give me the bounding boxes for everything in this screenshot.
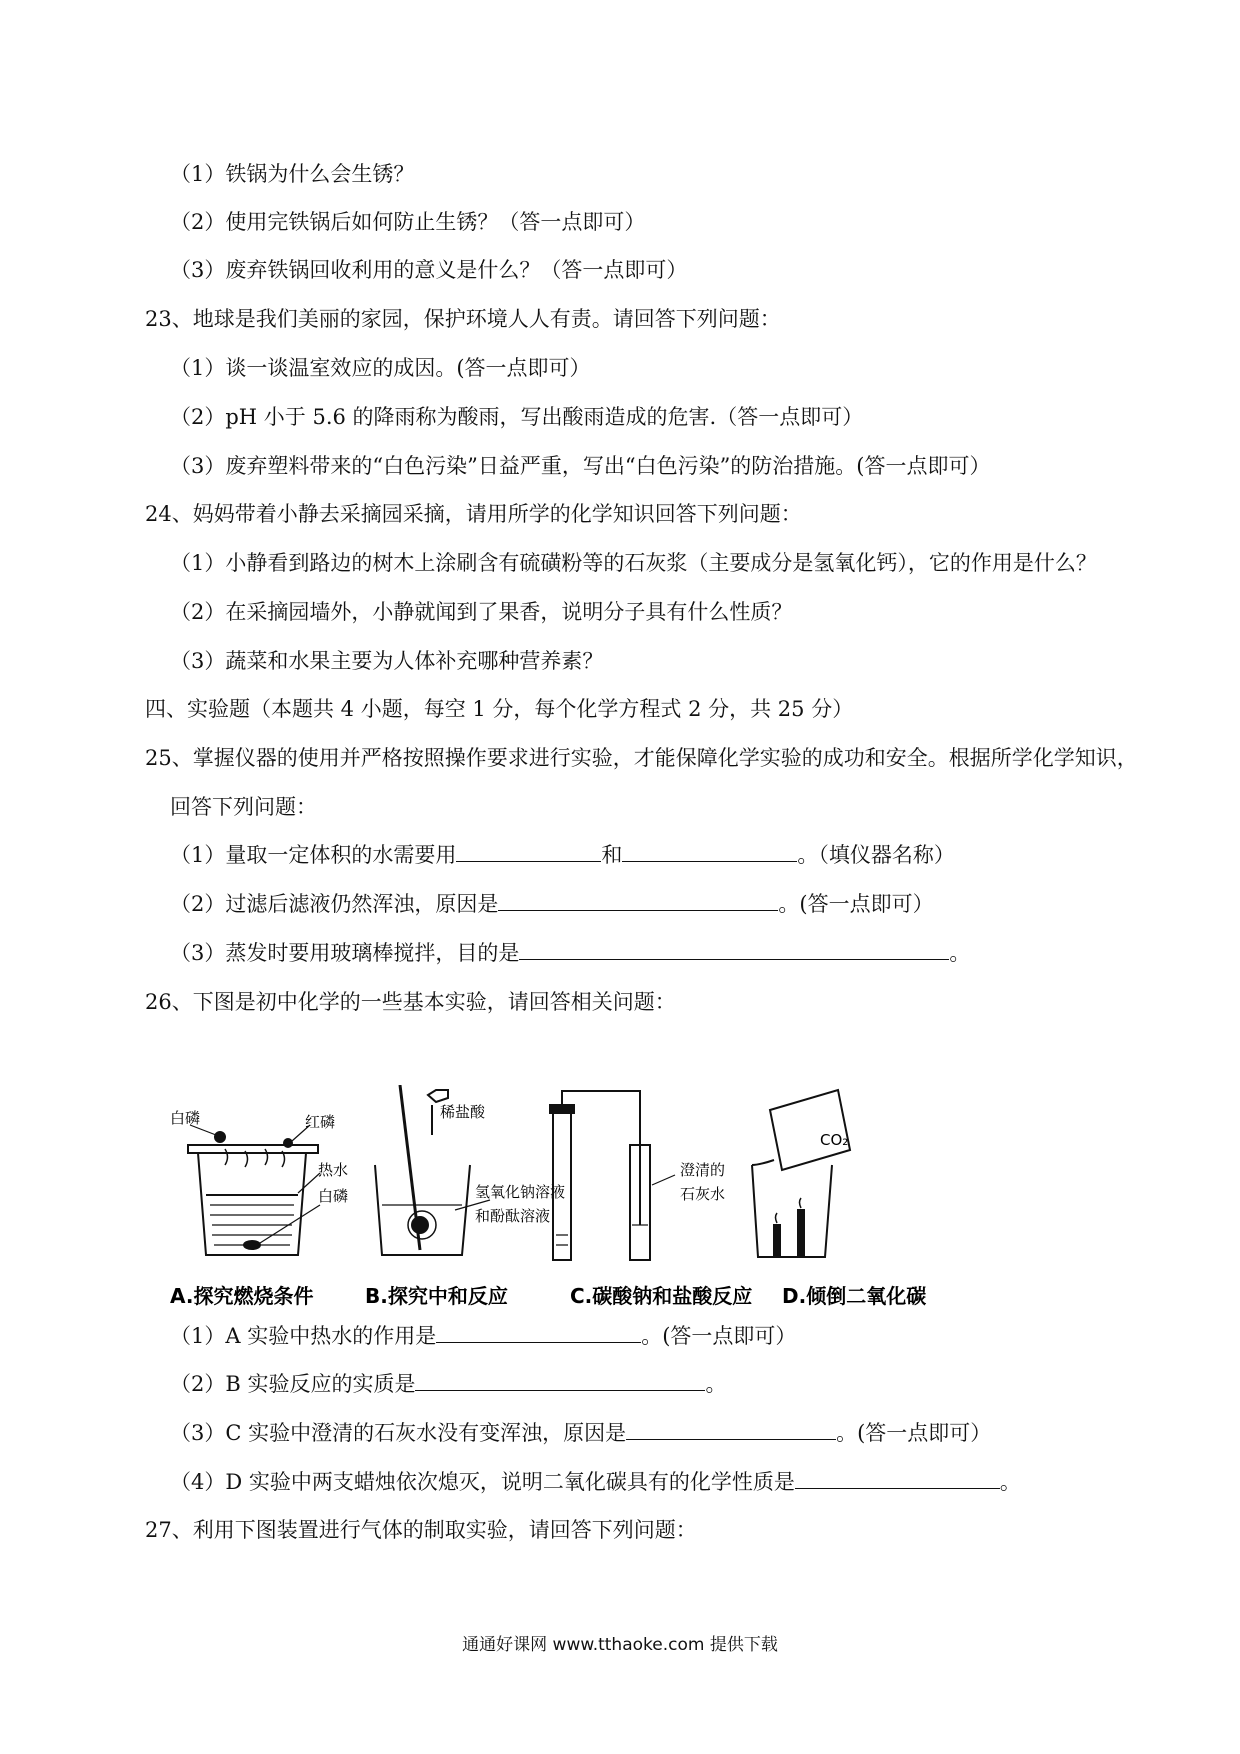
q24-sub-2: （2）在采摘园墙外，小静就闻到了果香，说明分子具有什么性质？ xyxy=(170,600,793,624)
q24-sub-1: （1）小静看到路边的树木上涂刷含有硫磺粉等的石灰浆（主要成分是氢氧化钙），它的作用是什么？ xyxy=(170,551,1097,575)
q26-sub-3-text: （3）C 实验中澄清的石灰水没有变浑浊，原因是 xyxy=(170,1421,627,1445)
q27-stem: 27、利用下图装置进行气体的制取实验，请回答下列问题： xyxy=(145,1518,697,1542)
q26-sub-4-text: （4）D 实验中两支蜡烛依次熄灭，说明二氧化碳具有的化学性质是 xyxy=(170,1470,795,1494)
q25-sub-1 xyxy=(170,841,955,869)
q26-sub-1-text: （1）A 实验中热水的作用是 xyxy=(170,1324,437,1348)
q24-sub-3: （3）蔬菜和水果主要为人体补充哪种营养素？ xyxy=(170,649,604,673)
fig-d-label-co2: CO₂ xyxy=(820,1131,849,1149)
answer-blank[interactable] xyxy=(456,841,601,862)
q23-sub-2: （2）pH 小于 5.6 的降雨称为酸雨，写出酸雨造成的危害.（答一点即可） xyxy=(170,405,864,429)
fig-c-label-2: 石灰水 xyxy=(680,1185,726,1203)
fig-a-label-4: 白磷 xyxy=(318,1187,349,1205)
q25-sub-2-text: （2）过滤后滤液仍然浑浊，原因是 xyxy=(170,892,499,916)
q24-stem: 24、妈妈带着小静去采摘园采摘，请用所学的化学知识回答下列问题： xyxy=(145,502,802,526)
q25-sub-2-tail: 。(答一点即可） xyxy=(778,892,934,916)
q22-sub-1: （1）铁锅为什么会生锈？ xyxy=(170,162,415,186)
q23-sub-1: （1）谈一谈温室效应的成因。(答一点即可） xyxy=(170,356,591,380)
q25-sub-3 xyxy=(170,939,970,967)
fig-caption-b: B.探究中和反应 xyxy=(365,1284,508,1308)
fig-b-label-3: 和酚酞溶液 xyxy=(475,1207,551,1225)
experiment-figure xyxy=(170,1085,950,1315)
fig-c-label-1: 澄清的 xyxy=(680,1161,726,1179)
page-footer: 通通好课网 www.tthaoke.com 提供下载 xyxy=(462,1635,778,1655)
q26-sub-2 xyxy=(170,1370,726,1398)
q26-sub-3 xyxy=(170,1419,991,1447)
answer-blank[interactable] xyxy=(436,1322,641,1343)
fig-a-label-3: 热水 xyxy=(318,1161,349,1179)
fig-a-label-2: 红磷 xyxy=(305,1113,336,1131)
fig-caption-d: D.倾倒二氧化碳 xyxy=(782,1284,927,1308)
q25-stem-line-2: 回答下列问题： xyxy=(170,795,317,819)
experiment-a-illustration xyxy=(188,1125,320,1255)
fig-b-label-1: 稀盐酸 xyxy=(440,1103,486,1121)
q25-sub-1-text: （1）量取一定体积的水需要用 xyxy=(170,843,457,867)
q25-sub-1-tail: 。（填仪器名称） xyxy=(797,843,955,867)
answer-blank[interactable] xyxy=(795,1468,1000,1489)
q26-sub-4 xyxy=(170,1468,1021,1496)
q26-sub-3-tail: 。(答一点即可） xyxy=(836,1421,992,1445)
fig-caption-a: A.探究燃烧条件 xyxy=(170,1284,314,1308)
experiment-c-illustration xyxy=(550,1091,675,1260)
answer-blank[interactable] xyxy=(519,939,949,960)
q26-sub-2-tail: 。 xyxy=(705,1372,727,1396)
q22-sub-2: （2）使用完铁锅后如何防止生锈？（答一点即可） xyxy=(170,210,646,234)
answer-blank[interactable] xyxy=(626,1419,836,1440)
q25-stem-line-1: 25、掌握仪器的使用并严格按照操作要求进行实验，才能保障化学实验的成功和安全。根据所学化学知识， xyxy=(145,746,1138,770)
q25-sub-2 xyxy=(170,890,934,918)
q26-sub-1-tail: 。(答一点即可） xyxy=(641,1324,797,1348)
q22-sub-3: （3）废弃铁锅回收利用的意义是什么？（答一点即可） xyxy=(170,258,688,282)
fig-b-label-2: 氢氧化钠溶液 xyxy=(475,1183,566,1201)
section-4-heading: 四、实验题（本题共 4 小题，每空 1 分，每个化学方程式 2 分，共 25 分） xyxy=(145,697,854,721)
fig-caption-c: C.碳酸钠和盐酸反应 xyxy=(570,1284,753,1308)
experiment-d-illustration xyxy=(752,1090,850,1257)
q25-sub-3-text: （3）蒸发时要用玻璃棒搅拌，目的是 xyxy=(170,941,520,965)
answer-blank[interactable] xyxy=(498,890,778,911)
q26-sub-2-text: （2）B 实验反应的实质是 xyxy=(170,1372,416,1396)
q26-stem: 26、下图是初中化学的一些基本实验，请回答相关问题： xyxy=(145,990,676,1014)
q23-sub-3: （3）废弃塑料带来的“白色污染”日益严重，写出“白色污染”的防治措施。(答一点即可） xyxy=(170,454,991,478)
fig-a-label-1: 白磷 xyxy=(170,1109,201,1127)
answer-blank[interactable] xyxy=(415,1370,705,1391)
q25-sub-1-and: 和 xyxy=(601,843,623,867)
q25-sub-3-tail: 。 xyxy=(949,941,971,965)
q23-stem: 23、地球是我们美丽的家园，保护环境人人有责。请回答下列问题： xyxy=(145,307,781,331)
q26-sub-4-tail: 。 xyxy=(999,1470,1021,1494)
q26-sub-1 xyxy=(170,1322,796,1350)
answer-blank[interactable] xyxy=(622,841,797,862)
